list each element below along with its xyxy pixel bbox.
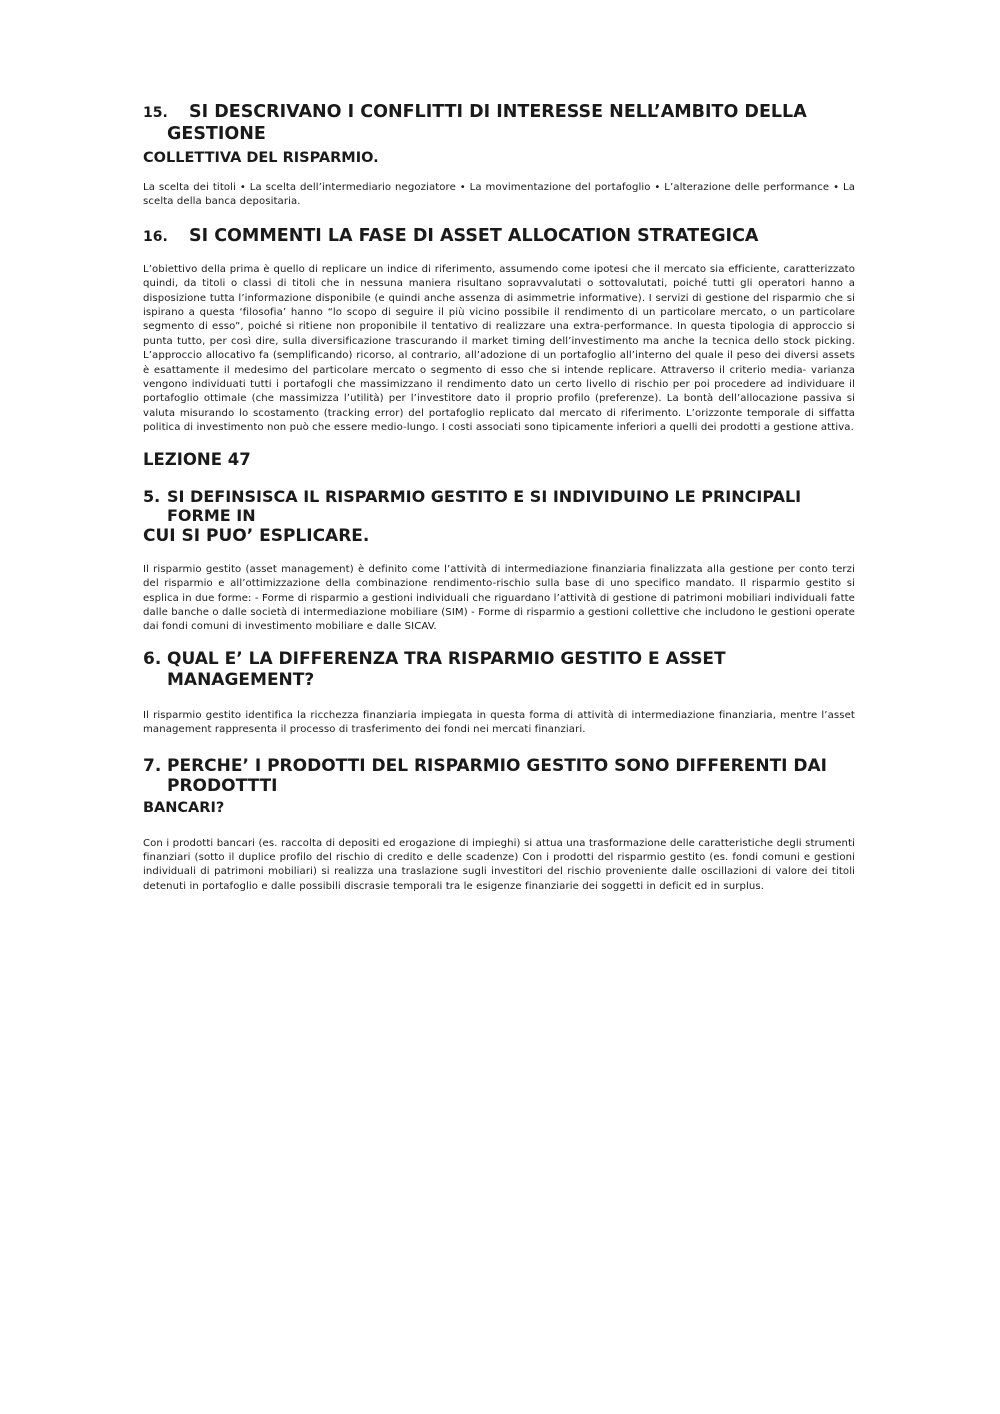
- q16-body: L’obiettivo della prima è quello di replicare un indice di riferimento, assumendo come ipotesi che il mercato sia efficiente, caratterizzato quindi, da titoli o classi di titoli che in nessuna maniera risultano sopravvalutati o sottovalutati, poiché tutti gli operatori hanno a disposizione tutta l’informazione disponibile (e quindi anche assenza di asimmetrie informative). I servizi di gestione del risparmio che si ispirano a questa ‘filosofia’ hanno “lo scopo di seguire il più vicino possibile il rendimento di un particolare mercato, o un particolare segmento di esso”, poiché si ritiene non proponibile il tentativo di realizzare una extra-performance. In questa tipologia di approccio si punta tutto, per così dire, sulla diversificazione trascurando il market timing dell’investimento ma anche la tecnica dello stock picking. L’approccio allocativo fa (semplificando) ricorso, al contrario, all’adozione di un portafoglio all’interno del quale il peso dei diversi assets è esattamente il medesimo del particolare mercato o segmento di esso che si intende replicare. Attraverso il criterio media- varianza vengono individuati tutti i portafogli che massimizzano il rendimento dato un certo livello di rischio per poi procedere ad individuare il portafoglio ottimale (che massimizza l’utilità) per l’investitore dato il proprio profilo (preferenze). La bontà dell’allocazione passiva si valuta misurando lo scostamento (tracking error) del portafoglio replicato dal mercato di riferimento. L’orizzonte temporale di siffatta politica di investimento non può che essere medio-lungo. I costi associati sono tipicamente inferiori a quelli dei prodotti a gestione attiva.: [143, 263, 855, 434]
- q7-heading: [143, 756, 855, 796]
- q16-heading: [143, 226, 855, 248]
- q16-title: SI COMMENTI LA FASE DI ASSET ALLOCATION STRATEGICA: [189, 225, 759, 246]
- q15-heading: [143, 102, 855, 145]
- q6-title-line1: QUAL E’ LA DIFFERENZA TRA RISPARMIO GESTITO E ASSET: [167, 648, 726, 669]
- q7-title-line2: PRODOTTTI: [167, 775, 278, 796]
- q16-number: 16.: [143, 228, 168, 245]
- q5-heading: [143, 487, 855, 525]
- q15-subtitle: COLLETTIVA DEL RISPARMIO.: [143, 150, 379, 166]
- q15-title-line1: SI DESCRIVANO I CONFLITTI DI INTERESSE NELL’AMBITO DELLA: [189, 102, 807, 122]
- document-page: [143, 100, 855, 894]
- q5-title-line1: SI DEFINSISCA IL RISPARMIO GESTITO E SI INDIVIDUINO LE PRINCIPALI: [167, 486, 802, 506]
- q6-number: 6.: [143, 648, 162, 669]
- q15-title-line2: GESTIONE: [167, 124, 266, 144]
- q5-body: Il risparmio gestito (asset management) è definito come l’attività di intermediazione finanziaria finalizzata alla gestione per conto terzi del risparmio e all’ottimizzazione della combinazione rendimento-rischio sulla base di uno specifico mandato. Il risparmio gestito si esplica in due forme: - Forme di risparmio a gestioni individuali che riguardano l’attività di gestione di patrimoni mobiliari individuali fatte dalle banche o dalle società di intermediazione mobiliare (SIM) - Forme di risparmio a gestioni collettive che includono le gestioni operate dai fondi comuni di investimento mobiliare e dalle SICAV.: [143, 563, 855, 633]
- q6-heading: [143, 649, 855, 691]
- q15-number: 15.: [143, 105, 168, 121]
- q6-title-line2: MANAGEMENT?: [167, 669, 315, 690]
- q5-title-line2: FORME IN: [167, 505, 256, 525]
- q5-number: 5.: [143, 486, 161, 506]
- q7-body: Con i prodotti bancari (es. raccolta di depositi ed erogazione di impieghi) si attua una trasformazione delle caratteristiche degli strumenti finanziari (sotto il duplice profilo del rischio di credito e delle scadenze) Con i prodotti del risparmio gestito (es. fondi comuni e gestioni individuali di patrimoni mobiliari) si realizza una traslazione sugli investitori del rischio proveniente dalle oscillazioni di valore dei titoli detenuti in portafoglio e dalle possibili discrasie temporali tra le esigenze finanziarie dei soggetti in deficit ed in surplus.: [143, 837, 855, 892]
- q7-subtitle: BANCARI?: [143, 799, 225, 816]
- q7-title-line1: PERCHE’ I PRODOTTI DEL RISPARMIO GESTITO SONO DIFFERENTI DAI: [167, 755, 828, 776]
- q5-subtitle: CUI SI PUO’ ESPLICARE.: [143, 525, 370, 546]
- q15-body: La scelta dei titoli • La scelta dell’intermediario negoziatore • La movimentazione del portafoglio • L’alterazione delle performance • La scelta della banca depositaria.: [143, 182, 855, 208]
- q6-body: Il risparmio gestito identifica la ricchezza finanziaria impiegata in questa forma di attività di intermediazione finanziaria, mentre l’asset management rappresenta il processo di trasferimento dei fondi nei mercati finanziari.: [143, 709, 855, 736]
- q7-number: 7.: [143, 755, 162, 776]
- lesson-title: LEZIONE 47: [143, 449, 251, 469]
